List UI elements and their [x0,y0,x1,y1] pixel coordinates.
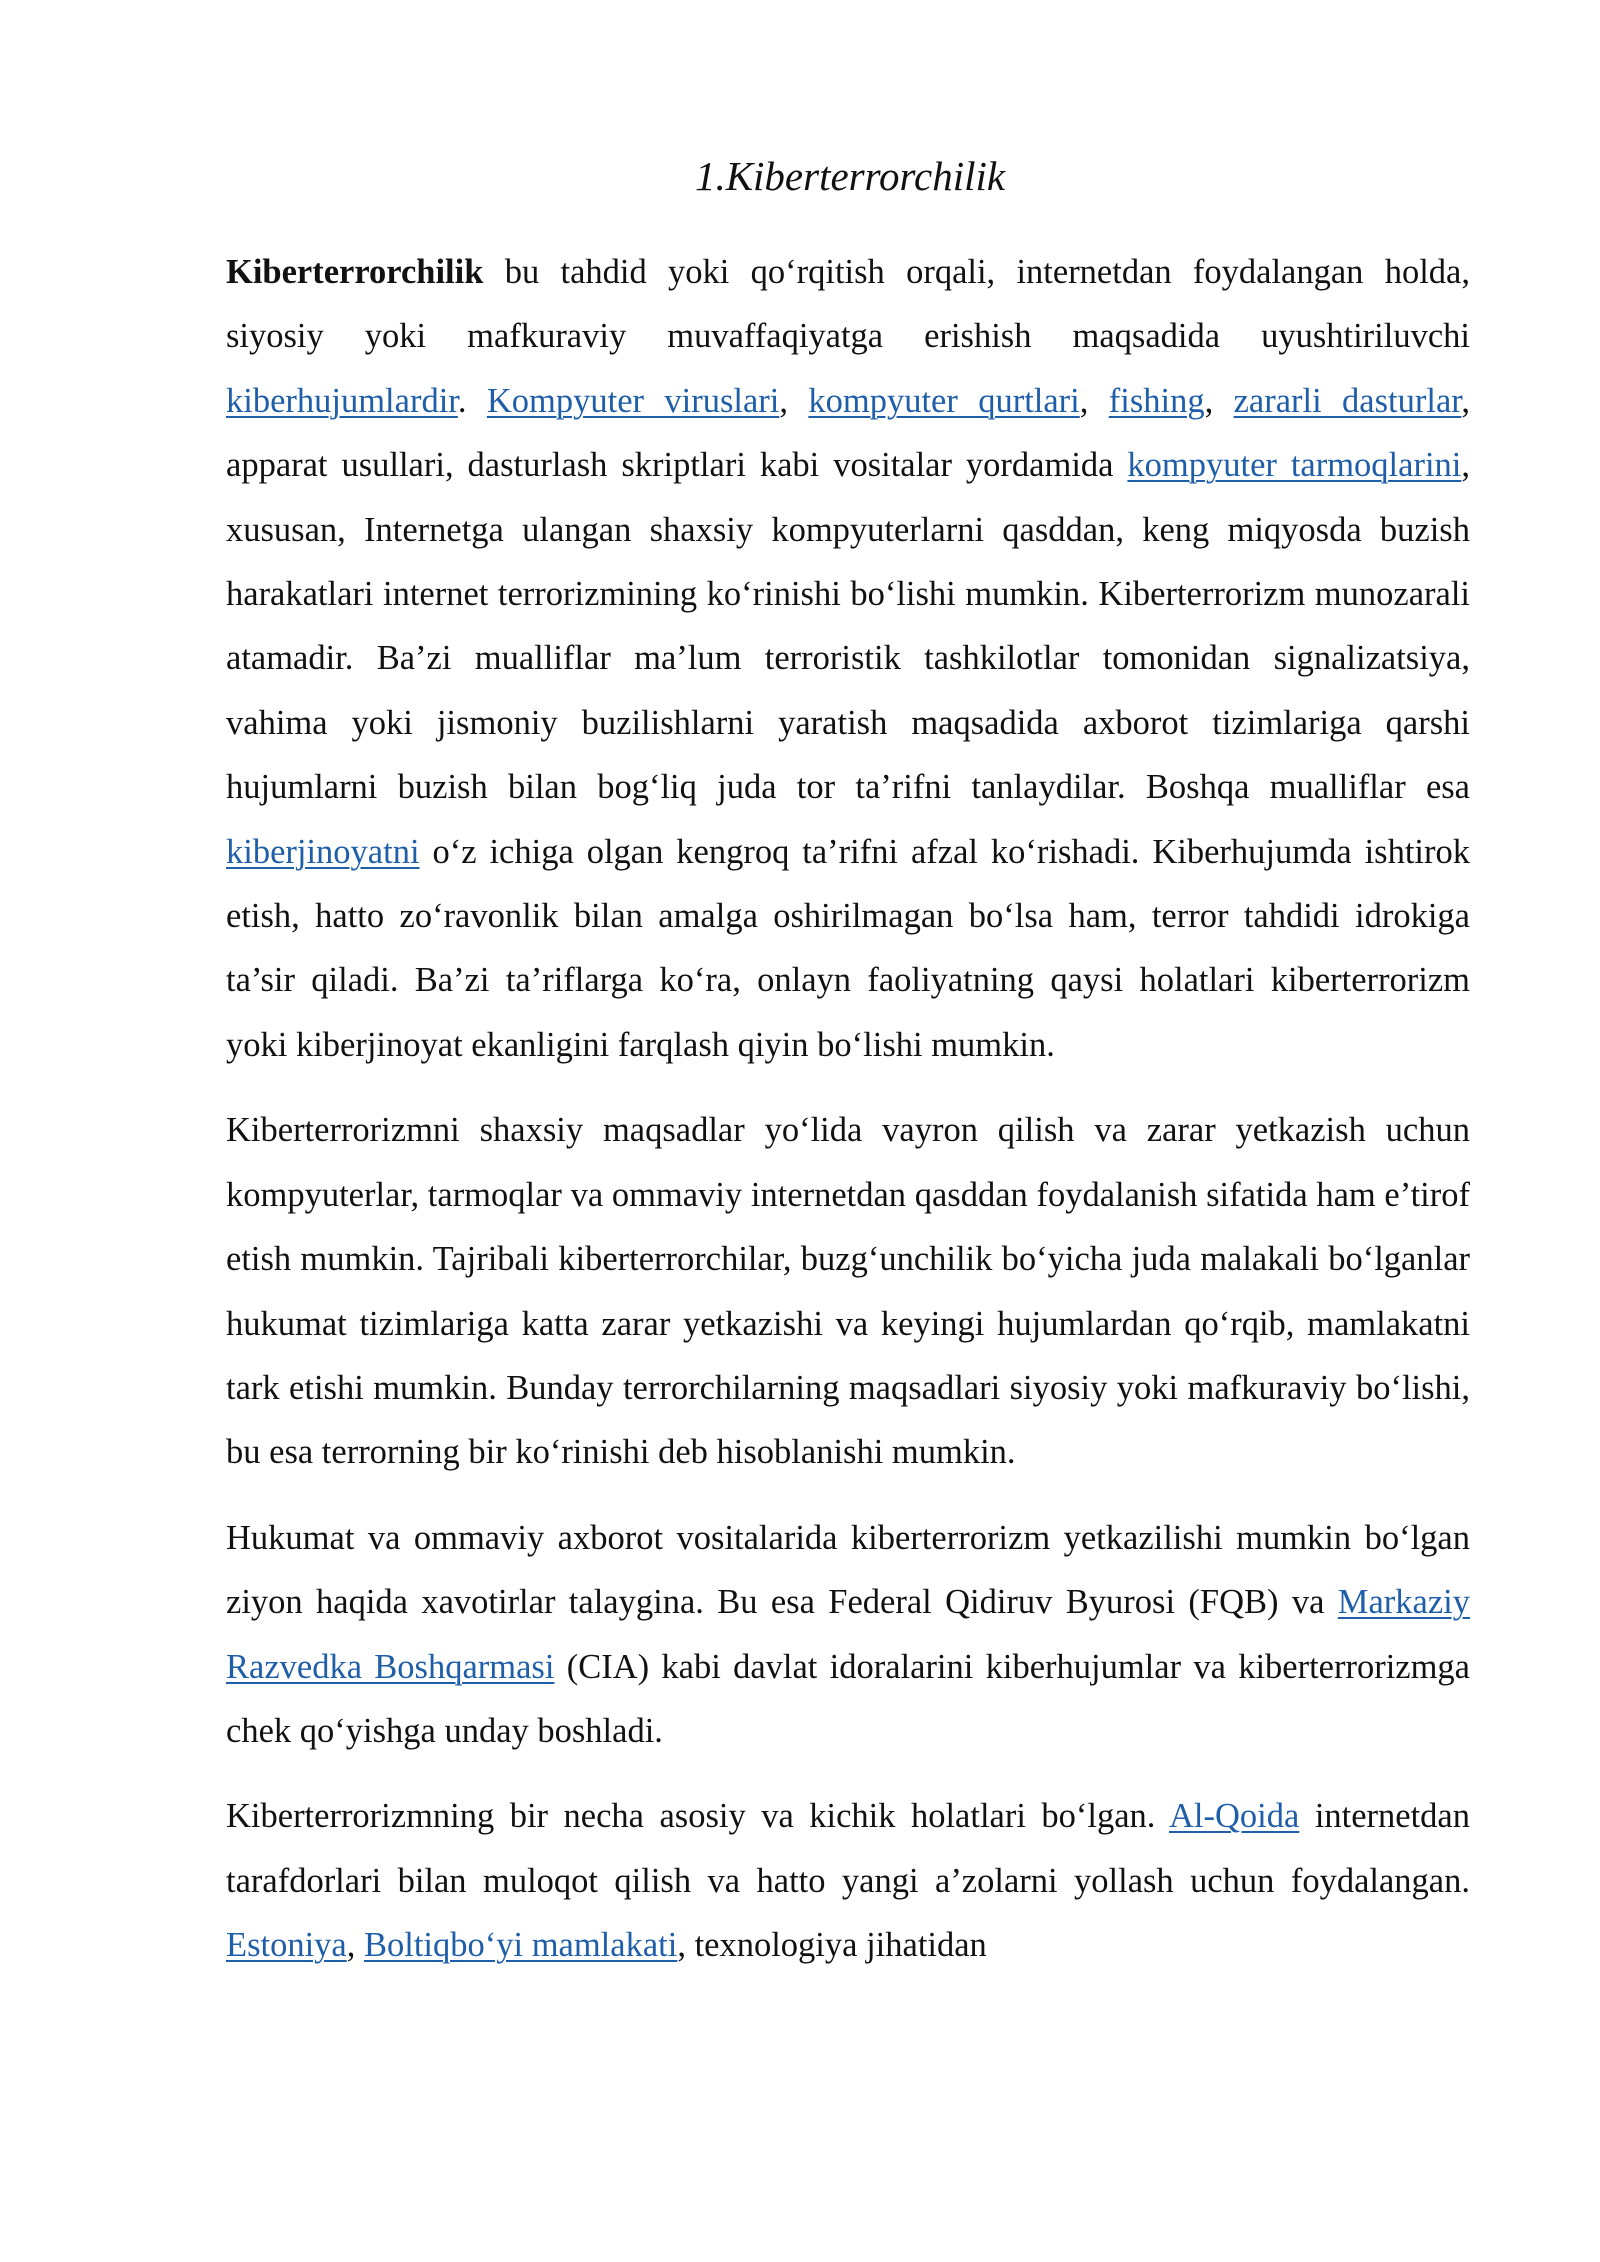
text-run: . [457,381,487,420]
text-run: , [346,1926,364,1965]
text-run: internetdan tarafdorlari bilan muloqot qilish va hatto yangi a’zolarni yollash uchun foydalangan. [226,1797,1470,1900]
hyperlink[interactable]: kompyuter tarmoqlarini [1127,446,1462,485]
text-run: , [779,381,809,420]
hyperlink[interactable]: fishing [1108,381,1205,420]
hyperlink[interactable]: Al-Qoida [1169,1797,1300,1836]
text-run: , texnologiya jihatidan [677,1926,987,1965]
text-run: , [1204,381,1234,420]
hyperlink[interactable]: Markaziy Razvedka Boshqarmasi [226,1583,1470,1686]
text-run: Kiberterrorizmning bir necha asosiy va kichik holatlari bo‘lgan. [226,1797,1170,1836]
hyperlink[interactable]: Estoniya [226,1926,347,1965]
paragraph [226,1784,1470,1977]
paragraph [226,240,1470,1077]
hyperlink[interactable]: zararli dasturlar [1233,381,1462,420]
hyperlink[interactable]: kiberhujumlardir [226,381,458,420]
paragraph [226,1098,1470,1484]
bold-term: Kiberterrorchilik [226,253,484,291]
text-run: o‘z ichiga olgan kengroq ta’rifni afzal ko‘rishadi. Kiberhujumda ishtirok etish, hatto zo‘ravonlik bilan amalga oshirilmagan bo‘lsa ham, terror tahdidi idrokiga ta’sir qiladi. Ba’zi ta’riflarga ko‘ra, onlayn faoliyatning qaysi holatlari kiberterrorizm yoki kiberjinoyat ekanligini farqlash qiyin bo‘lishi mumkin. [226,832,1470,1064]
hyperlink[interactable]: Kompyuter viruslari [486,381,780,420]
hyperlink[interactable]: Boltiqbo‘yi mamlakati [363,1926,678,1965]
hyperlink[interactable]: kiberjinoyatni [226,832,420,871]
paragraph [226,1506,1470,1764]
text-run: , [1079,381,1109,420]
text-run: , xususan, Internetga ulangan shaxsiy kompyuterlarni qasddan, keng miqyosda buzish harakatlari internet terrorizmining ko‘rinishi bo‘lishi mumkin. Kiberterrorizm munozarali atamadir. Ba’zi mualliflar ma’lum terroristik tashkilotlar tomonidan signalizatsiya, vahima yoki jismoniy buzilishlarni yaratish maqsadida axborot tizimlariga qarshi hujumlarni buzish bilan bog‘liq juda tor ta’rifni tanlaydilar. Boshqa mualliflar esa [226,446,1470,807]
text-run: , apparat usullari, dasturlash skriptlari kabi vositalar yordamida [226,381,1470,485]
text-run: Hukumat va ommaviy axborot vositalarida kiberterrorizm yetkazilishi mumkin bo‘lgan ziyon haqida xavotirlar talaygina. Bu esa Federal Qidiruv Byurosi (FQB) va [226,1518,1470,1622]
text-run: Kiberterrorizmni shaxsiy maqsadlar yo‘lida vayron qilish va zarar yetkazish uchun kompyuterlar, tarmoqlar va ommaviy internetdan qasddan foydalanish sifatida ham e’tirof etish mumkin. Tajribali kiberterrorchilar, buzg‘unchilik bo‘yicha juda malakali bo‘lganlar hukumat tizimlariga katta zarar yetkazishi va keyingi hujumlardan qo‘rqib, mamlakatni tark etishi mumkin. Bunday terrorchilarning maqsadlari siyosiy yoki mafkuraviy bo‘lishi, bu esa terrorning bir ko‘rinishi deb hisoblanishi mumkin. [226,1111,1470,1472]
text-run: (CIA) kabi davlat idoralarini kiberhujumlar va kiberterrorizmga chek qo‘yishga unday boshladi. [226,1647,1470,1750]
page-title: 1.Kiberterrorchilik [694,153,1006,199]
document-body [226,240,1470,1999]
text-run: bu tahdid yoki qo‘rqitish orqali, internetdan foydalangan holda, siyosiy yoki mafkuraviy muvaffaqiyatga erishish maqsadida uyushtiriluvchi [226,253,1470,356]
hyperlink[interactable]: kompyuter qurtlari [808,381,1080,420]
